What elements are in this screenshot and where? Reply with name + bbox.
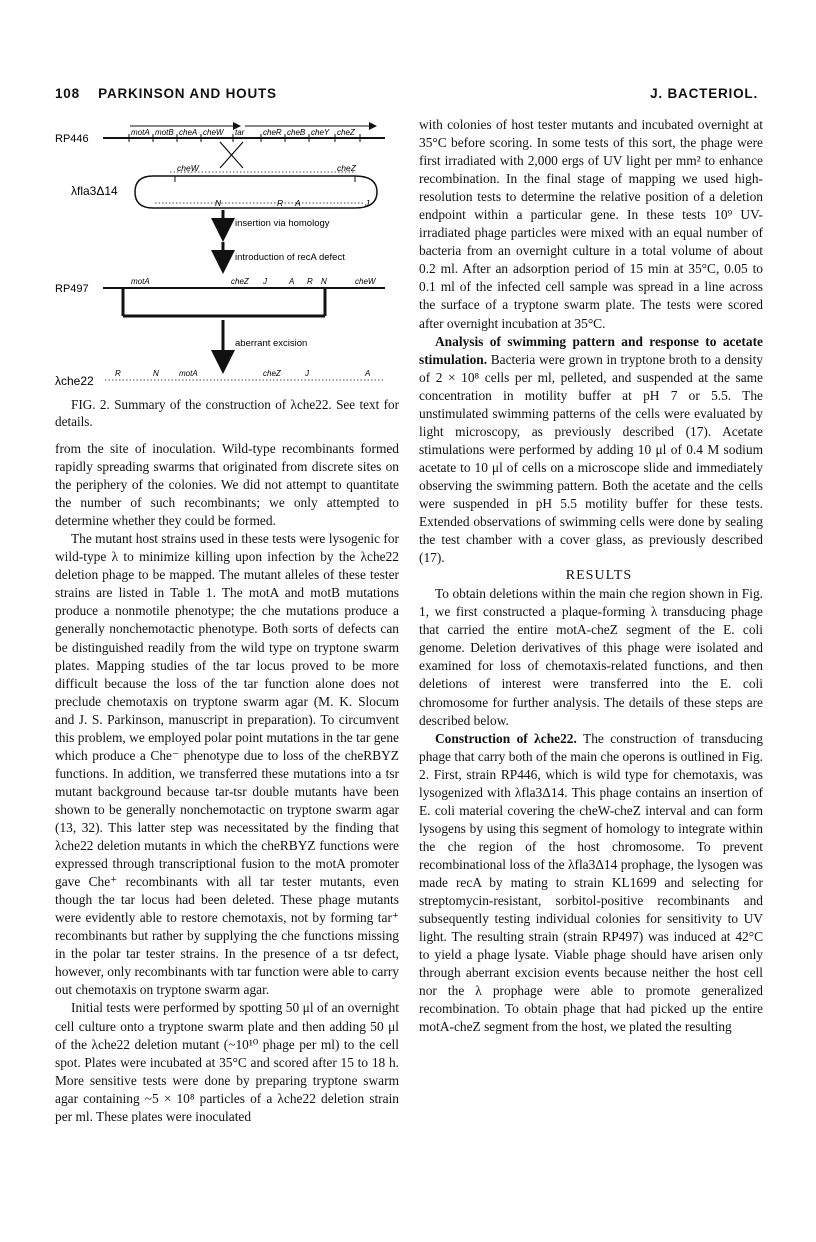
right-paragraph-2-body: Bacteria were grown in tryptone broth to a density of 2 × 10⁸ cells per ml, pelleted, and suspended at the same concentration in motility buffer at pH 7 or 5.5. The unstimulated swimming patterns of the cells were evaluated by light microscopy, as previously described (17). Acetate stimulations were performed by adding 10 μl of 0.4 M sodium acetate to 10 μl of cells on a microscope slide and immediately observing the swimming pattern. Both the acetate and the cells were suspended in pH 5.5 motility buffer for these tests. Extended observations of swimming cells were done by sealing the test chamber with a cover glass, as previously described (17). <box>419 351 763 566</box>
section-title-results: RESULTS <box>565 568 633 584</box>
rp497-marker-a-3: A <box>289 277 295 286</box>
rp446-gene-cher: cheR <box>263 128 282 137</box>
right-paragraph-4 <box>419 730 763 1037</box>
running-header-journal: J. BACTERIOL. <box>650 86 758 101</box>
che22-marker-a-5: A <box>365 369 371 378</box>
che22-marker-chez-3: cheZ <box>263 369 281 378</box>
rp446-gene-mota: motA <box>131 128 150 137</box>
che22-marker-labels <box>115 369 370 378</box>
rp497-marker-r-4: R <box>307 277 313 286</box>
run-in-head-construction: Construction of λche22. <box>435 730 577 746</box>
rp446-gene-cheb: cheB <box>287 128 306 137</box>
label-lambda-che22: λche22 <box>55 374 94 388</box>
figure-2 <box>55 120 399 390</box>
step3-label: aberrant excision <box>235 338 308 349</box>
che22-marker-n-1: N <box>153 369 159 378</box>
left-column <box>55 120 399 1126</box>
rp497-marker-n-5: N <box>321 277 327 286</box>
right-paragraph-4-body: The construction of transducing phage that carry both of the main che operons is outlined in Fig. 2. First, strain RP446, which is wild type for chemotaxis, was lysogenized with λfla3Δ14. This phage contains an insertion of E. coli material covering the cheW-cheZ interval and can form lysogens by using this segment of homology to integrate within the che region of the host chromosome. To prevent recombinational loss of the λfla3Δ14 prophage, the lysogen was made recA by mating to strain KL1699 and selecting for streptomycin-resistant, sorbitol-positive recombinants and subsequently testing individual colonies for sensitivity to UV light. The resulting strain (strain RP497) was induced at 42°C to yield a phage lysate. Viable phage should have arisen only through aberrant excision events because neither the host cell nor the λ prophage were able to promote generalized recombination. To obtain phage that had picked up the entire motA-cheZ segment from the host, we plated the resulting <box>419 730 763 1035</box>
step1-label: insertion via homology <box>235 218 330 229</box>
figure-2-diagram <box>55 120 399 390</box>
left-paragraph-2: The mutant host strains used in these tests were lysogenic for wild-type λ to minimize killing upon infection by the λche22 deletion phage to be mapped. The mutant alleles of these tester strains are listed in Table 1. The motA and motB mutations produce a nonmotile phenotype; the che mutations produce a generally nonchemotactic phenotype. Both sorts of defects can be distinguished readily from the wild type on tryptone swarm plates. Mapping studies of the tar locus proved to be more difficult because the loss of the tar function alone does not preclude chemotaxis on tryptone swarm agar (M. K. Slocum and J. S. Parkinson, manuscript in preparation). To circumvent this problem, we employed polar point mutations in the tar gene which produce a Che⁻ phenotype due to loss of the cheRBYZ functions. In addition, we transferred these mutations into a tsr mutant background because tar-tsr double mutants have been shown to be generally nonchemotactic on tryptone swarm agar (13, 32). This latter step was necessitated by the finding that λche22 deletion mutants in which the cheRBYZ functions were expressed through transcriptional fusion to the motA promoter gave Che⁺ recombinants with all tar tester mutants, even though the tar locus had been deleted. These phage mutants were evidently able to restore chemotaxis, not by forming tar⁺ recombinants but rather by supplying the che functions missing in the polar tar tester strains. In the presence of a tsr defect, however, only recombinants with tar function were able to carry out chemotaxis on tryptone swarm agar. <box>55 531 399 998</box>
label-rp446: RP446 <box>55 133 89 145</box>
running-header-left <box>55 86 277 101</box>
loop-gene-chez: cheZ <box>337 163 356 173</box>
rp446-gene-chea: cheA <box>179 128 198 137</box>
right-column <box>419 116 763 1036</box>
che22-marker-j-4: J <box>305 369 309 378</box>
rp497-marker-chew-6: cheW <box>355 277 376 286</box>
loop-marker-r: R <box>277 198 284 208</box>
rp446-gene-chez: cheZ <box>337 128 355 137</box>
run-in-head-swimming: Analysis of swimming pattern and response to acetate stimulation. <box>419 333 763 367</box>
figure-caption <box>55 396 399 430</box>
running-head-authors: PARKINSON AND HOUTS <box>98 86 277 101</box>
loop-marker-a: A <box>295 198 301 208</box>
left-paragraph-1: from the site of inoculation. Wild-type recombinants formed rapidly spreading swarms that originated from discrete sites on the periphery of the colonies. We did not attempt to quantitate the number of such recombinants; we only attempted to determine whether they could be formed. <box>55 441 399 529</box>
page-number: 108 <box>55 86 80 101</box>
rp446-gene-labels <box>131 128 356 137</box>
rp446-gene-chew: cheW <box>203 128 224 137</box>
step2-label: introduction of recA defect <box>235 252 345 263</box>
rp497-marker-j-2: J <box>263 277 267 286</box>
che22-marker-mota-2: motA <box>179 369 198 378</box>
label-lambda-fla: λfla3Δ14 <box>71 184 118 198</box>
loop-marker-n: N <box>215 198 222 208</box>
right-paragraph-1: with colonies of host tester mutants and incubated overnight at 35°C before scoring. In some tests of this sort, the phage were first irradiated with 2,000 ergs of UV light per mm² to enhance recombination. In the final stage of mapping we used high-resolution tests to determine the relative position of a deletion endpoint within a particular gene. In these tests 10⁹ UV-irradiated phage particles were mixed with an equal number of bacteria from an overnight culture in a total volume of about 0.2 ml. After an adsorption period of 15 min at 35°C, 0.05 to 0.1 ml of the infected cell sample was spread in a line across the surface of a tryptone swarm plate. The tests were scored after overnight incubation at 35°C. <box>419 117 763 331</box>
rp446-gene-chey: cheY <box>311 128 330 137</box>
che22-marker-r-0: R <box>115 369 121 378</box>
rp497-marker-mota-0: motA <box>131 277 150 286</box>
rp446-gene-tar: tar <box>235 128 245 137</box>
label-rp497: RP497 <box>55 283 89 295</box>
caption-text: Summary of the construction of λche22. See text for details. <box>55 397 400 429</box>
caption-label: FIG. 2. <box>71 397 110 412</box>
rp497-marker-labels <box>131 277 377 286</box>
rp446-gene-motb: motB <box>155 128 174 137</box>
right-paragraph-2 <box>419 333 763 568</box>
loop-marker-j: J <box>365 198 370 208</box>
left-paragraph-3: Initial tests were performed by spotting 50 μl of an overnight cell culture onto a tryptone swarm plate and then adding 50 μl of the λche22 deletion mutant (~10¹⁰ phage per ml) to the cell spot. Plates were incubated at 35°C and scored after 15 to 18 h. More sensitive tests were done by preparing tryptone swarm agar containing ~5 × 10⁸ particles of a λche22 deletion strain per ml. These plates were inoculated <box>55 1000 399 1124</box>
right-paragraph-3: To obtain deletions within the main che region shown in Fig. 1, we first constructed a plaque-forming λ transducing phage that carried the entire motA-cheZ segment of the E. coli genome. Deletion derivatives of this phage were isolated and examined for loss of chemotaxis-related functions, and then deletions of interest were transferred into the E. coli chromosome for further analysis. The details of these steps are described below. <box>419 586 763 728</box>
rp497-marker-chez-1: cheZ <box>231 277 249 286</box>
loop-gene-chew: cheW <box>177 163 199 173</box>
